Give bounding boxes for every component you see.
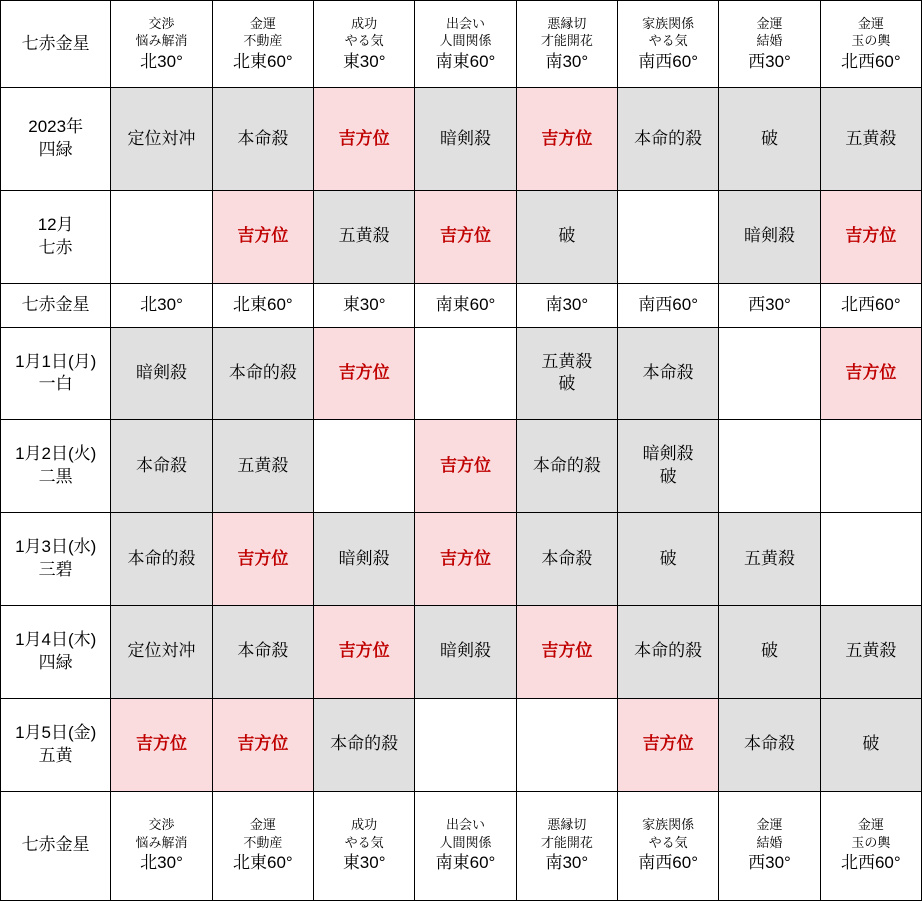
direction-keyword: 交渉 bbox=[148, 15, 175, 31]
direction-simple-cell: 南30° bbox=[516, 283, 617, 327]
row-label-line1: 七赤金星 bbox=[21, 33, 90, 53]
direction-header-cell bbox=[820, 1, 921, 88]
direction-keyword: 金運 bbox=[756, 817, 783, 833]
direction-header-cell bbox=[516, 791, 617, 900]
fortune-cell: 吉方位 bbox=[820, 191, 921, 284]
direction-keyword: やる気 bbox=[344, 834, 384, 850]
fortune-cell: 破 bbox=[516, 191, 617, 284]
fortune-cell: 吉方位 bbox=[212, 513, 313, 606]
row-label bbox=[1, 191, 111, 284]
fortune-cell: 吉方位 bbox=[314, 327, 415, 420]
direction-degree: 南東60° bbox=[435, 51, 496, 71]
row-label-line2: 一白 bbox=[38, 374, 73, 394]
table-row bbox=[1, 698, 922, 791]
direction-degree: 西30° bbox=[748, 853, 791, 873]
direction-keyword: 金運 bbox=[756, 15, 783, 31]
fortune-cell: 五黄殺 bbox=[314, 191, 415, 284]
direction-keyword: 結婚 bbox=[756, 33, 783, 49]
row-label bbox=[1, 606, 111, 699]
fortune-cell: 吉方位 bbox=[314, 606, 415, 699]
table-row bbox=[1, 606, 922, 699]
direction-degree: 北30° bbox=[140, 853, 183, 873]
row-label bbox=[1, 283, 111, 327]
direction-simple-cell: 南東60° bbox=[415, 283, 516, 327]
fortune-cell: 破 bbox=[820, 698, 921, 791]
row-label-line1: 2023年 bbox=[28, 117, 84, 137]
fortune-cell: 吉方位 bbox=[212, 698, 313, 791]
direction-simple-cell: 西30° bbox=[719, 283, 820, 327]
direction-header-cell bbox=[314, 1, 415, 88]
row-label-line1: 1月5日(金) bbox=[15, 722, 97, 742]
fortune-cell: 吉方位 bbox=[314, 88, 415, 191]
fortune-cell: 本命殺 bbox=[618, 327, 719, 420]
direction-keyword: 不動産 bbox=[243, 33, 283, 49]
direction-header-cell bbox=[820, 791, 921, 900]
row-label bbox=[1, 1, 111, 88]
direction-header-cell bbox=[516, 1, 617, 88]
row-label-line1: 1月2日(火) bbox=[15, 444, 97, 464]
fortune-cell-line: 破 bbox=[558, 374, 576, 394]
direction-degree: 南西60° bbox=[638, 51, 699, 71]
direction-keyword: やる気 bbox=[344, 33, 384, 49]
direction-keyword: 玉の輿 bbox=[851, 33, 891, 49]
direction-header-cell bbox=[415, 791, 516, 900]
direction-keyword: 人間関係 bbox=[439, 834, 492, 850]
direction-degree: 南30° bbox=[545, 51, 589, 71]
direction-degree: 南30° bbox=[545, 853, 589, 873]
direction-keyword: 才能開花 bbox=[540, 834, 593, 850]
direction-degree: 北西60° bbox=[840, 853, 901, 873]
direction-header-cell bbox=[111, 1, 212, 88]
direction-degree: 東30° bbox=[342, 853, 386, 873]
fortune-cell: 吉方位 bbox=[212, 191, 313, 284]
row-label-line2: 四緑 bbox=[38, 652, 73, 672]
table-row bbox=[1, 1, 922, 88]
direction-degree: 西30° bbox=[748, 51, 791, 71]
row-label-line1: 1月1日(月) bbox=[15, 351, 97, 371]
fortune-cell bbox=[314, 420, 415, 513]
direction-header-cell bbox=[618, 791, 719, 900]
direction-simple-cell: 南西60° bbox=[618, 283, 719, 327]
direction-keyword: 交渉 bbox=[148, 817, 175, 833]
fortune-cell: 本命的殺 bbox=[111, 513, 212, 606]
fortune-cell bbox=[618, 191, 719, 284]
direction-degree: 北西60° bbox=[840, 51, 901, 71]
row-label bbox=[1, 327, 111, 420]
fortune-cell: 吉方位 bbox=[820, 327, 921, 420]
fortune-cell-line: 破 bbox=[659, 467, 677, 487]
direction-header-cell bbox=[719, 791, 820, 900]
fortune-cell: 暗剣殺 bbox=[415, 88, 516, 191]
direction-keyword: 金運 bbox=[249, 817, 276, 833]
direction-degree: 南西60° bbox=[638, 853, 699, 873]
direction-keyword: やる気 bbox=[648, 834, 688, 850]
row-label bbox=[1, 88, 111, 191]
table-row bbox=[1, 420, 922, 513]
fortune-cell: 破 bbox=[719, 606, 820, 699]
fortune-cell bbox=[618, 420, 719, 513]
fortune-cell: 吉方位 bbox=[415, 513, 516, 606]
direction-keyword: やる気 bbox=[648, 33, 688, 49]
fortune-cell bbox=[516, 698, 617, 791]
fortune-cell bbox=[415, 327, 516, 420]
fortune-cell: 本命的殺 bbox=[516, 420, 617, 513]
row-label-line2: 三碧 bbox=[38, 560, 73, 580]
direction-keyword: 出会い bbox=[446, 15, 486, 31]
direction-keyword: 才能開花 bbox=[540, 33, 593, 49]
direction-simple-cell: 北西60° bbox=[820, 283, 921, 327]
direction-keyword: 悩み解消 bbox=[135, 33, 188, 49]
direction-keyword: 玉の輿 bbox=[851, 834, 891, 850]
row-label bbox=[1, 698, 111, 791]
fortune-cell bbox=[820, 420, 921, 513]
row-label-line1: 1月4日(木) bbox=[15, 630, 97, 649]
direction-simple-cell: 北30° bbox=[111, 283, 212, 327]
fortune-cell-line: 暗剣殺 bbox=[642, 444, 694, 464]
direction-keyword: 金運 bbox=[857, 15, 884, 31]
row-label-line1: 12月 bbox=[37, 215, 74, 234]
direction-degree: 南東60° bbox=[435, 853, 496, 873]
direction-header-cell bbox=[314, 791, 415, 900]
fortune-cell: 暗剣殺 bbox=[415, 606, 516, 699]
fortune-cell bbox=[719, 420, 820, 513]
fortune-cell: 本命的殺 bbox=[618, 606, 719, 699]
row-label-line2: 二黒 bbox=[38, 467, 73, 487]
direction-degree: 北30° bbox=[140, 51, 183, 71]
direction-keyword: 不動産 bbox=[243, 834, 283, 850]
fortune-cell: 本命殺 bbox=[516, 513, 617, 606]
direction-keyword: 家族関係 bbox=[642, 817, 695, 833]
direction-keyword: 悩み解消 bbox=[135, 834, 188, 850]
fortune-cell: 破 bbox=[719, 88, 820, 191]
direction-keyword: 金運 bbox=[249, 15, 276, 31]
direction-header-cell bbox=[415, 1, 516, 88]
fortune-cell: 五黄殺 bbox=[820, 88, 921, 191]
fortune-cell: 本命殺 bbox=[719, 698, 820, 791]
fortune-cell bbox=[415, 698, 516, 791]
fortune-cell bbox=[516, 327, 617, 420]
direction-header-cell bbox=[618, 1, 719, 88]
fortune-cell: 吉方位 bbox=[516, 88, 617, 191]
fortune-cell: 暗剣殺 bbox=[314, 513, 415, 606]
fortune-cell: 本命殺 bbox=[111, 420, 212, 513]
fortune-cell bbox=[111, 191, 212, 284]
row-label-line1: 七赤金星 bbox=[21, 294, 90, 314]
fortune-cell: 定位対冲 bbox=[111, 606, 212, 699]
fortune-cell: 本命的殺 bbox=[212, 327, 313, 420]
fortune-cell: 吉方位 bbox=[415, 420, 516, 513]
row-label-line2: 七赤 bbox=[38, 237, 73, 257]
table-row bbox=[1, 513, 922, 606]
fortune-cell: 暗剣殺 bbox=[719, 191, 820, 284]
table-row bbox=[1, 88, 922, 191]
fortune-cell: 破 bbox=[618, 513, 719, 606]
fortune-cell bbox=[820, 513, 921, 606]
direction-keyword: 結婚 bbox=[756, 834, 783, 850]
fortune-cell: 吉方位 bbox=[415, 191, 516, 284]
direction-keyword: 悪縁切 bbox=[547, 15, 587, 31]
direction-simple-cell: 北東60° bbox=[212, 283, 313, 327]
fortune-cell-line: 五黄殺 bbox=[541, 351, 593, 371]
fortune-cell: 五黄殺 bbox=[719, 513, 820, 606]
row-label bbox=[1, 791, 111, 900]
direction-header-cell bbox=[111, 791, 212, 900]
table-row bbox=[1, 791, 922, 900]
row-label bbox=[1, 420, 111, 513]
row-label bbox=[1, 513, 111, 606]
direction-degree: 北東60° bbox=[232, 51, 293, 71]
direction-keyword: 人間関係 bbox=[439, 33, 492, 49]
fortune-cell bbox=[719, 327, 820, 420]
fortune-cell: 暗剣殺 bbox=[111, 327, 212, 420]
row-label-line1: 1月3日(水) bbox=[15, 537, 97, 557]
fortune-cell: 吉方位 bbox=[618, 698, 719, 791]
direction-keyword: 成功 bbox=[351, 817, 378, 833]
fortune-cell: 本命的殺 bbox=[314, 698, 415, 791]
fortune-cell: 定位対冲 bbox=[111, 88, 212, 191]
direction-header-cell bbox=[212, 1, 313, 88]
table-row bbox=[1, 283, 922, 327]
fortune-cell: 本命的殺 bbox=[618, 88, 719, 191]
row-label-line2: 四緑 bbox=[38, 140, 73, 160]
direction-degree: 北東60° bbox=[232, 853, 293, 873]
fortune-cell: 本命殺 bbox=[212, 606, 313, 699]
fortune-cell: 五黄殺 bbox=[212, 420, 313, 513]
table-row bbox=[1, 327, 922, 420]
direction-keyword: 悪縁切 bbox=[547, 817, 587, 833]
table-row bbox=[1, 191, 922, 284]
direction-keyword: 出会い bbox=[446, 817, 486, 833]
direction-keyword: 成功 bbox=[351, 15, 378, 31]
fortune-cell: 本命殺 bbox=[212, 88, 313, 191]
fortune-cell: 五黄殺 bbox=[820, 606, 921, 699]
fortune-cell: 吉方位 bbox=[111, 698, 212, 791]
direction-simple-cell: 東30° bbox=[314, 283, 415, 327]
direction-degree: 東30° bbox=[342, 51, 386, 71]
fortune-cell: 吉方位 bbox=[516, 606, 617, 699]
direction-keyword: 家族関係 bbox=[642, 15, 695, 31]
direction-keyword: 金運 bbox=[857, 817, 884, 833]
row-label-line2: 五黄 bbox=[38, 745, 73, 765]
direction-header-cell bbox=[212, 791, 313, 900]
row-label-line1: 七赤金星 bbox=[21, 835, 90, 855]
table-body bbox=[1, 1, 922, 901]
direction-header-cell bbox=[719, 1, 820, 88]
